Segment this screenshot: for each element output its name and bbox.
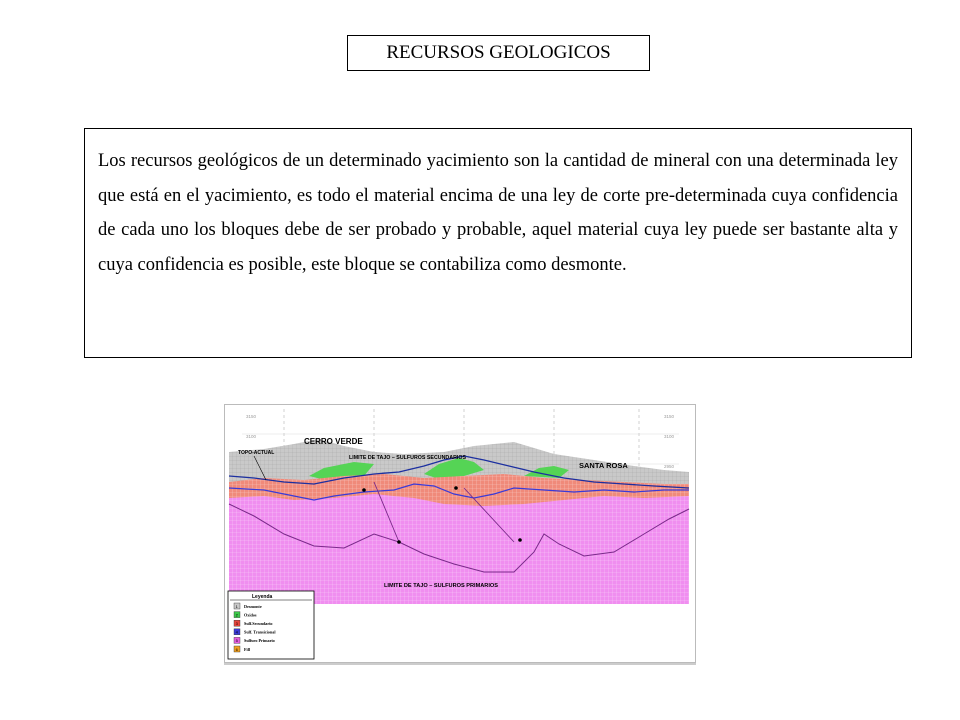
legend-code: 5 [235,638,238,644]
svg-text:3100: 3100 [246,434,257,439]
label-santa-rosa: SANTA ROSA [579,461,628,470]
description-paragraph: Los recursos geológicos de un determinado yacimiento son la cantidad de mineral con una determinada ley que está en el yacimiento, es todo el material encima de una ley de corte pre-determinada cuya confidencia de cada uno los bloques debe de ser probado y probable, aquel material cuya ley puede ser bastante alta y cuya confidencia es posible, este bloque se contabiliza como desmonte. [98,151,898,275]
legend-label: Desmonte [244,603,262,609]
legend-code: 6 [235,646,238,652]
svg-text:3150: 3150 [246,414,257,419]
legend [228,591,314,659]
svg-text:2950: 2950 [664,464,675,469]
legend-label: Sulf.Secundario [244,621,273,626]
legend-code: 4 [235,629,238,635]
label-cerro-verde: CERRO VERDE [304,437,363,446]
svg-text:3100: 3100 [664,434,675,439]
label-limite-secundarios: LIMITE DE TAJO – SULFUROS SECUNDARIOS [349,455,467,461]
legend-label: Sulfuro Primario [244,638,275,644]
label-limite-primarios: LIMITE DE TAJO – SULFUROS PRIMARIOS [384,583,498,589]
description-box [84,128,912,358]
legend-label: Sulf. Transicional [244,629,276,635]
legend-code: 2 [235,612,238,618]
legend-code: 1 [235,603,238,609]
label-topo-actual: TOPO-ACTUAL [238,450,275,456]
legend-title: Leyenda [252,594,273,600]
page-title: RECURSOS GEOLOGICOS [347,35,650,71]
legend-code: 3 [235,621,238,626]
legend-label: Fill [244,646,251,652]
svg-text:3150: 3150 [664,414,675,419]
legend-label: Oxidos [244,612,257,618]
geologic-section-figure [224,404,696,666]
